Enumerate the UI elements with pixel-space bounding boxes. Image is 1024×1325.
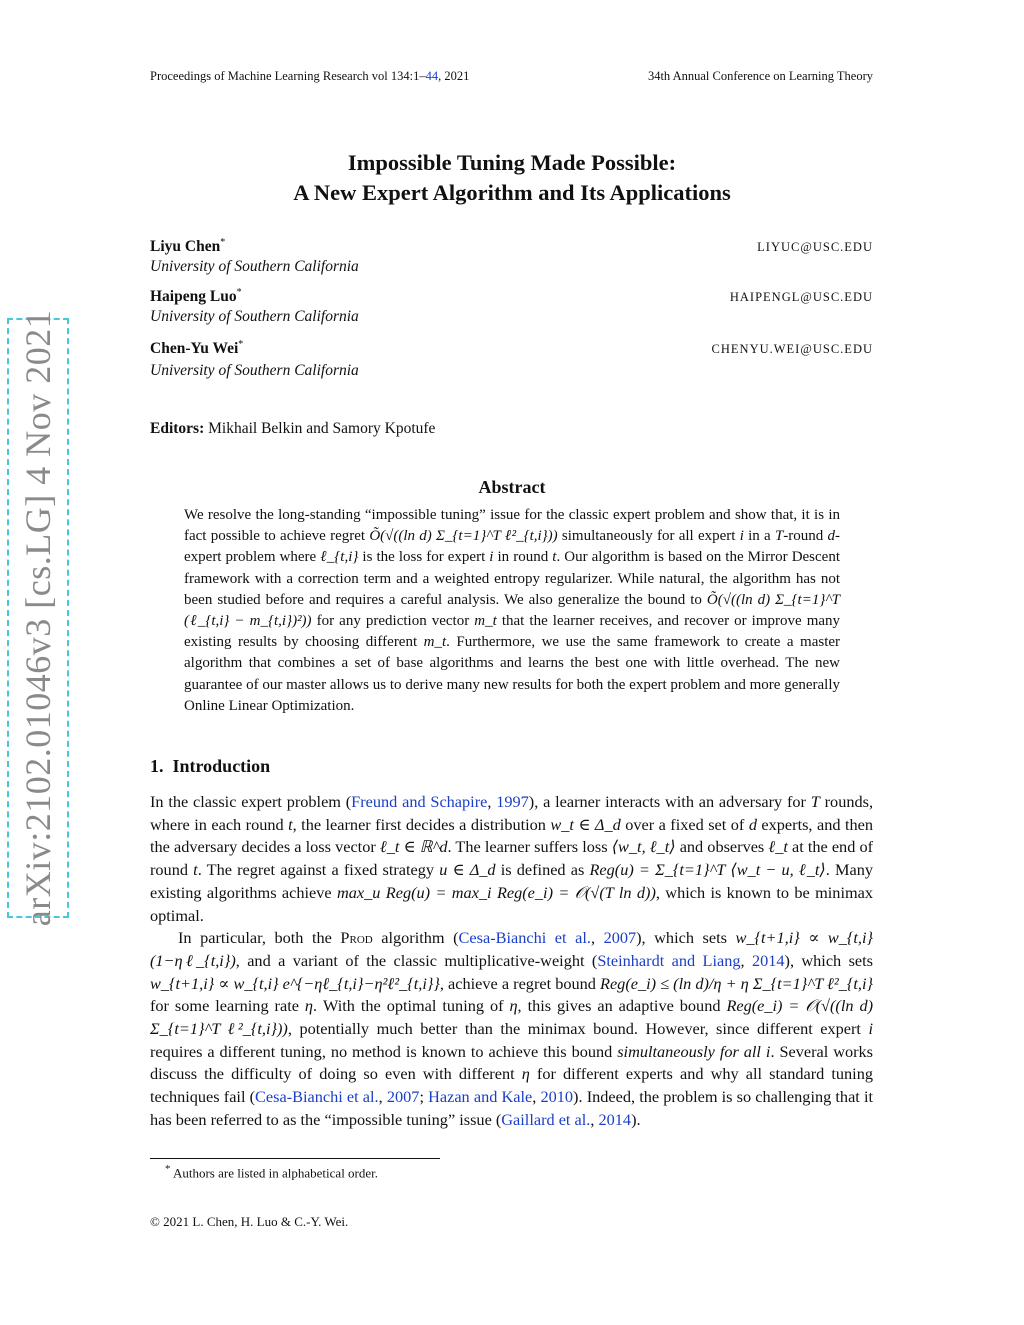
paper-title-line-1: Impossible Tuning Made Possible: [347,150,677,175]
running-header-left: Proceedings of Machine Learning Research vol 134:1–44, 2021 [150,69,470,83]
citation-link[interactable]: Freund and Schapire [351,792,488,811]
citation-year-link[interactable]: 1997 [496,792,529,811]
page-count-link[interactable]: 44 [425,69,439,83]
author-email: CHENYU.WEI@USC.EDU [711,342,873,356]
math-formula: Õ(√((ln d) Σ_{t=1}^T ℓ²_{t,i})) [369,528,558,545]
citation-year-link[interactable]: 2010 [540,1087,574,1107]
author-footnote-mark: * [220,237,226,248]
paragraph: In the classic expert problem (Freund and Schapire, 1997), a learner interacts with an adversary for T rounds, where in each round t, the learner first decides a distribution w_t ∈ Δ_d over a fixed set of d experts, and then the adversary decides a loss vector ℓ_t ∈ ℝ^d. The learner suffers loss ⟨w_t, ℓ_t⟩ and observes ℓ_t at the end of round t. The regret against a fixed strategy u ∈ Δ_d is defined as Reg(u) = Σ_{t=1}^T ⟨w_t − u, ℓ_t⟩. Many existing algorithms achieve max_u Reg(u) = max_i Reg(e_i) = 𝒪(√(T ln d)), which is known to be minimax optimal. [150,792,874,925]
math-formula: max_u Reg(u) = max_i Reg(e_i) = 𝒪(√(T ln d)) [337,882,656,902]
math-formula: Reg(u) = Σ_{t=1}^T ⟨w_t − u, ℓ_t⟩ [589,860,826,880]
author-name: Haipeng Luo* [150,287,242,306]
citation-year-link[interactable]: 2007 [386,1087,420,1107]
citation-year-link[interactable]: 2007 [603,928,637,948]
footnote: * Authors are listed in alphabetical order. [165,1163,379,1181]
abstract-heading: Abstract [478,477,546,497]
author-email: LIYUC@USC.EDU [757,240,873,254]
math-formula: Reg(e_i) ≤ (ln d)/η + η Σ_{t=1}^T ℓ²_{t,i} [600,973,873,993]
copyright-line: © 2021 L. Chen, H. Luo & C.-Y. Wei. [150,1214,349,1229]
introduction-body [150,791,873,1132]
citation-year-link[interactable]: 2014 [598,1109,632,1129]
citation-link[interactable]: Cesa-Bianchi et al. [255,1087,379,1107]
author-affiliation: University of Southern California [150,258,359,275]
citation-link[interactable]: Cesa-Bianchi et al. [458,928,591,948]
abstract-body: We resolve the long-standing “impossible tuning” issue for the classic expert problem and show that, it is in fact possible to achieve regret Õ(√((ln d) Σ_{t=1}^T ℓ²_{t,i})) simultaneously for all expert i in a T-round d-expert problem where ℓ_{t,i} is the loss for expert i in round t. Our algorithm is based on the Mirror Descent framework with a correction term and a weighted entropy regularizer. While natural, the algorithm has not been studied before and requires a careful analysis. We also generalize the bound to Õ(√((ln d) Σ_{t=1}^T (ℓ_{t,i} − m_{t,i})²)) for any prediction vector m_t that the learner receives, and recover or improve many existing results by choosing different m_t. Furthermore, we use the same framework to create a master algorithm that combines a set of base algorithms and learns the best one with little overhead. The new guarantee of our master allows us to derive many new results for both the expert problem and more generally Online Linear Optimization. [184,507,841,714]
citation-link[interactable]: Gaillard et al. [501,1109,591,1129]
author-footnote-mark: * [236,287,242,298]
author-name: Chen-Yu Wei* [150,339,244,358]
paper-title-line-2: A New Expert Algorithm and Its Applications [293,180,731,205]
citation-year-link[interactable]: 2014 [751,950,785,970]
math-formula: Reg(e_i) = 𝒪(√((ln d) Σ_{t=1}^T ℓ²_{t,i})) [150,996,874,1039]
author-affiliation: University of Southern California [150,362,359,379]
author-email: HAIPENGL@USC.EDU [729,290,873,304]
footnote-rule [150,1158,440,1159]
paragraph: In particular, both the Prod algorithm (Cesa-Bianchi et al., 2007), which sets w_{t+1,i} ∝ w_{t,i}(1−ηℓ_{t,i}), and a variant of the classic multiplicative-weight (Steinhardt and Liang, 2014), which sets w_{t+1,i} ∝ w_{t,i} e^{−ηℓ_{t,i}−η²ℓ²_{t,i}}, achieve a regret bound Reg(e_i) ≤ (ln d)/η + η Σ_{t=1}^T ℓ²_{t,i} for some learning rate η. With the optimal tuning of η, this gives an adaptive bound Reg(e_i) = 𝒪(√((ln d) Σ_{t=1}^T ℓ²_{t,i})), potentially much better than the minimax bound. However, since different expert i requires a different tuning, no method is known to achieve this bound simultaneously for all i. Several works discuss the difficulty of doing so even with different η for different experts and why all standard tuning techniques fail (Cesa-Bianchi et al., 2007; Hazan and Kale, 2010). Indeed, the problem is so challenging that it has been referred to as the “impossible tuning” issue (Gaillard et al., 2014). [150,928,874,1129]
running-header-right: 34th Annual Conference on Learning Theory [647,69,873,83]
author-name: Liyu Chen* [150,237,226,256]
arxiv-stamp[interactable] [7,309,69,927]
math-formula: w_{t+1,i} ∝ w_{t,i} e^{−ηℓ_{t,i}−η²ℓ²_{t,i}} [150,973,440,993]
math-formula: Õ(√((ln d) Σ_{t=1}^T (ℓ_{t,i} − m_{t,i})²)) [184,591,840,630]
math-formula: w_{t+1,i} ∝ w_{t,i}(1−ηℓ_{t,i}) [150,928,874,970]
citation-link[interactable]: Hazan and Kale [428,1087,533,1107]
section-heading: 1. Introduction [150,756,271,776]
author-footnote-mark: * [238,339,244,350]
citation-link[interactable]: Steinhardt and Liang [597,950,741,970]
arxiv-identifier: arXiv:2102.01046v3 [cs.LG] 4 Nov 2021 [18,309,58,927]
author-affiliation: University of Southern California [150,308,359,325]
editors-line: Editors: Mikhail Belkin and Samory Kpotufe [150,420,436,437]
